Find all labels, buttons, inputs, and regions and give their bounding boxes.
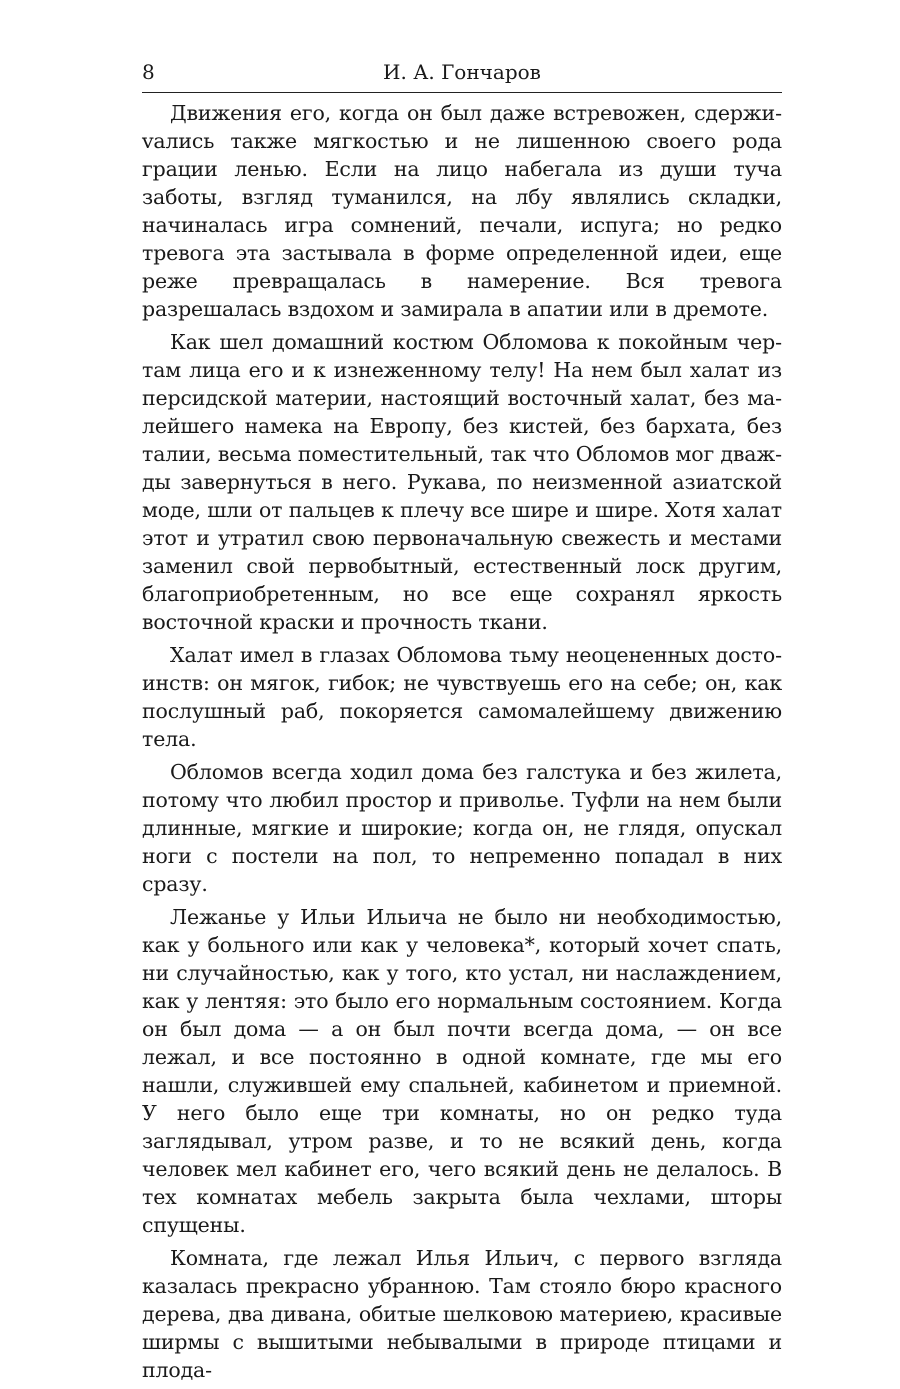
- paragraph: Комната, где лежал Илья Ильич, с первого взгляда казалась прекрасно убранною. Там стояло бюро красного дерева, два дивана, обитые шелковою материею, красивые ширмы с вышитыми небывалыми в природе птицами и плода-: [142, 1246, 782, 1382]
- paragraph: Лежанье у Ильи Ильича не было ни необходимостью, как у больного или как у человека*, который хочет спать, ни случайностью, как у того, кто устал, ни наслаждением, как у лентяя: это было его нормальным состоянием. Когда он был дома — а он был почти всегда дома, — он все лежал, и все постоянно в одной комнате, где мы его нашли, служившей ему спальней, кабинетом и приемной. У него было еще три комнаты, но он редко туда заглядывал, утром разве, и то не всякий день, когда человек мел кабинет его, чего всякий день не делалось. В тех комнатах мебель закрыта была чехлами, шторы спущены.: [142, 905, 782, 1237]
- paragraph: Обломов всегда ходил дома без галстука и без жилета, потому что любил простор и приволье. Туфли на нем были длинные, мягкие и широкие; когда он, не глядя, опускал ноги с постели на пол, то непременно попадал в них сразу.: [142, 760, 782, 896]
- page-number: 8: [142, 60, 155, 84]
- header-rule: [142, 92, 782, 93]
- running-head-author: И. А. Гончаров: [383, 60, 541, 84]
- book-page: [142, 58, 782, 1389]
- paragraph: Как шел домашний костюм Обломова к покойным чертам лица его и к изнеженному телу! На нем был халат из персидской материи, настоящий восточный халат, без малейшего намека на Европу, без кистей, без бархата, без талии, весьма поместительный, так что Обломов мог дважды завернуться в него. Рукава, по неизменной азиатской моде, шли от пальцев к плечу все шире и шире. Хотя халат этот и утратил свою первоначальную свежесть и местами заменил свой первобытный, естественный лоск другим, благоприобретенным, но все еще сохранял яркость восточной краски и прочность ткани.: [142, 330, 782, 634]
- paragraph: Движения его, когда он был даже встревожен, сдержиvались также мягкостью и не лишенною своего рода грации ленью. Если на лицо набегала из души туча заботы, взгляд туманился, на лбу являлись складки, начиналась игра сомнений, печали, испуга; но редко тревога эта застывала в форме определенной идеи, еще реже превращалась в намерение. Вся тревога разрешалась вздохом и замирала в апатии или в дремоте.: [142, 101, 782, 321]
- running-head: [142, 58, 782, 86]
- paragraph: Халат имел в глазах Обломова тьму неоцененных достоинств: он мягок, гибок; не чувствуешь его на себе; он, как послушный раб, покоряется самомалейшему движению тела.: [142, 643, 782, 751]
- body-text: [142, 99, 782, 1384]
